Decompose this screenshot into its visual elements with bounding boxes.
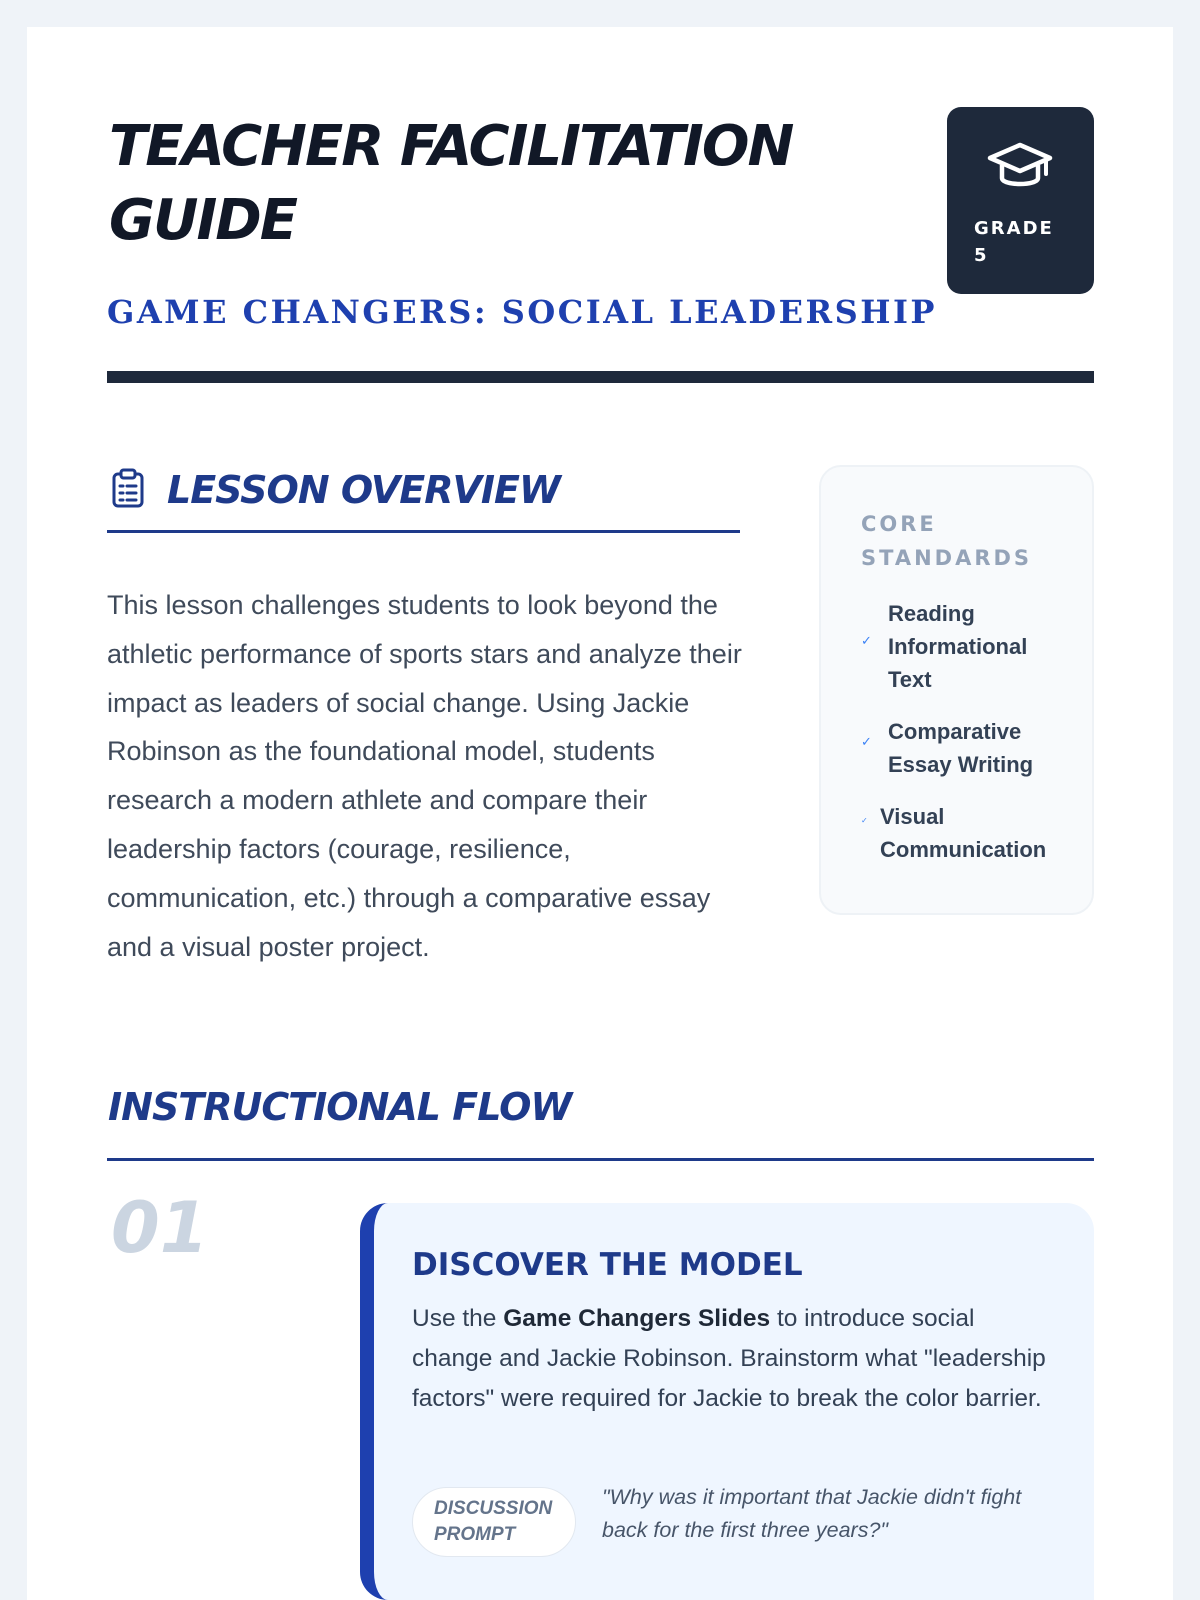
check-icon: ✓ — [861, 633, 872, 648]
step-body-text: Use the — [412, 1305, 504, 1332]
check-icon: ✓ — [861, 734, 872, 749]
step-card — [360, 1203, 1094, 1600]
core-standards-title: CORE STANDARDS — [861, 512, 1033, 570]
graduation-cap-icon — [987, 141, 1053, 193]
standard-label: Comparative Essay Writing — [888, 719, 1034, 777]
discussion-prompt-badge — [412, 1487, 576, 1557]
step-number: 01 — [111, 1187, 209, 1269]
standard-label: Reading Informational Text — [888, 601, 1028, 692]
step-body-text: to introduce social change and Jackie Robinson. Brainstorm what "leadership factors" were required for Jackie to break the color barrier. — [412, 1305, 1046, 1412]
grade-label: GRADE 5 — [974, 218, 1054, 266]
lesson-overview-text: This lesson challenges students to look beyond the athletic performance of sports stars and analyze their impact as leaders of social change. Using Jackie Robinson as the foundational model, students research a modern athlete and compare their leadership factors (courage, resilience, communication, etc.) through a comparative essay and a visual poster project. — [107, 590, 742, 962]
lesson-overview-heading: LESSON OVERVIEW — [167, 468, 560, 512]
instructional-flow-divider — [107, 1158, 1094, 1161]
guide-page — [27, 27, 1173, 1600]
header-divider — [107, 371, 1094, 383]
page-title: TEACHER FACILITATION GUIDE — [109, 114, 793, 253]
standard-label: Visual Communication — [880, 804, 1047, 862]
core-standards-card — [819, 465, 1094, 915]
discussion-prompt-label: DISCUSSION PROMPT — [434, 1498, 553, 1545]
clipboard-list-icon — [111, 468, 145, 508]
grade-badge — [947, 107, 1094, 294]
instructional-flow-heading: INSTRUCTIONAL FLOW — [108, 1085, 572, 1129]
check-icon: ✓ — [861, 816, 868, 825]
slides-reference: Game Changers Slides — [503, 1305, 771, 1332]
step-title: DISCOVER THE MODEL — [412, 1247, 803, 1283]
page-subtitle: GAME CHANGERS: SOCIAL LEADERSHIP — [107, 293, 937, 331]
step-body — [412, 1299, 1052, 1419]
lesson-overview-divider — [107, 530, 740, 533]
discussion-prompt-quote: "Why was it important that Jackie didn't fight back for the first three years?" — [602, 1485, 1022, 1542]
